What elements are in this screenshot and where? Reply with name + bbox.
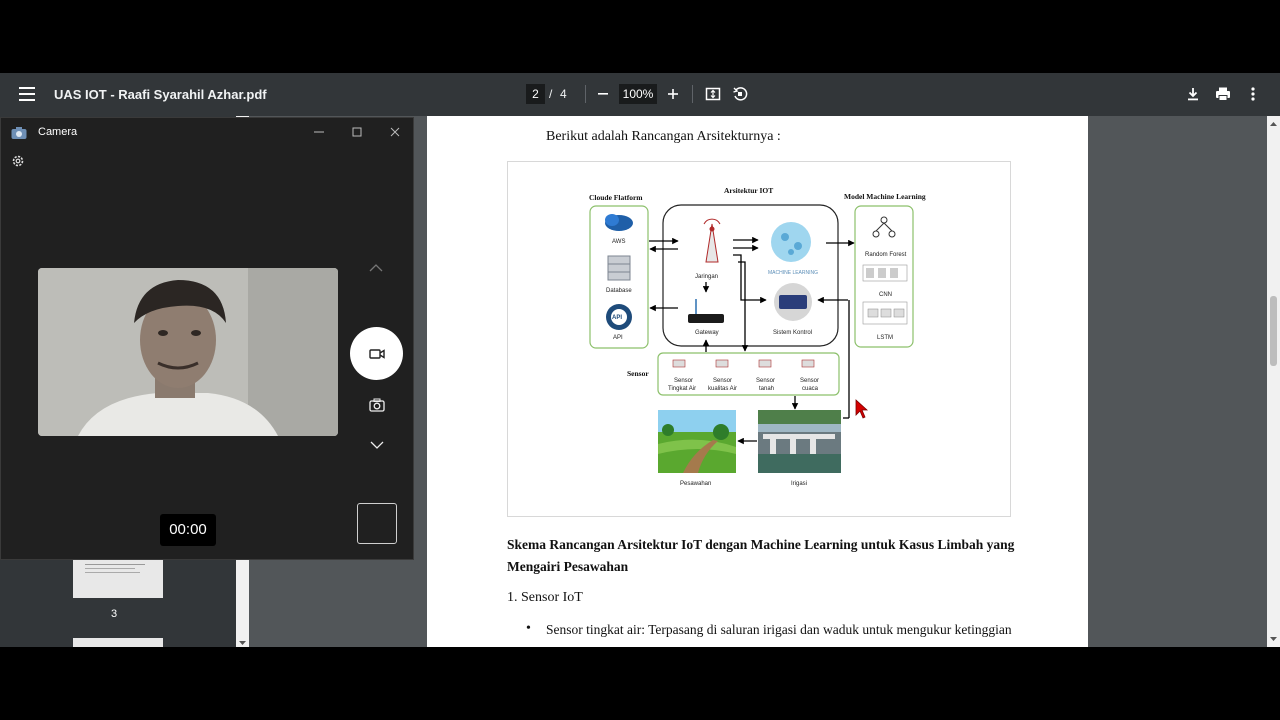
- diagram-svg: [508, 162, 1012, 518]
- toolbar-divider: [692, 85, 693, 103]
- tower-icon: [704, 219, 720, 262]
- mode-down-button[interactable]: [370, 436, 384, 454]
- sensor-3-line-2: tanah: [759, 386, 775, 392]
- print-button[interactable]: [1212, 83, 1234, 105]
- plus-icon: [667, 88, 679, 100]
- machine-learning-label: MACHINE LEARNING: [768, 270, 819, 276]
- thumbnail-preview: [73, 556, 163, 598]
- camera-window: [0, 117, 414, 560]
- sistem-kontrol-label: Sistem Kontrol: [773, 330, 813, 336]
- sensor-1-line-1: Sensor: [674, 378, 694, 384]
- aws-label: AWS: [612, 239, 626, 245]
- fit-page-button[interactable]: [702, 83, 724, 105]
- lstm-label: LSTM: [877, 335, 894, 341]
- iot-title: Arsitektur IOT: [724, 186, 774, 195]
- cnn-label: CNN: [879, 292, 892, 298]
- ml-title: Model Machine Learning: [844, 192, 926, 201]
- chevron-down-icon: [370, 441, 384, 449]
- maximize-icon: [352, 127, 362, 137]
- cnn-icon: [863, 265, 907, 281]
- thumbnail-label: 3: [111, 608, 118, 620]
- last-capture-thumbnail[interactable]: [357, 503, 397, 544]
- maximize-button[interactable]: [349, 124, 365, 140]
- scrollbar-thumb[interactable]: [1270, 296, 1277, 366]
- webcam-person-image: [38, 268, 338, 436]
- page-number-input[interactable]: 2: [526, 84, 545, 104]
- bullet-item: [527, 622, 1012, 638]
- download-button[interactable]: [1182, 83, 1204, 105]
- more-options-button[interactable]: [1242, 83, 1264, 105]
- database-label: Database: [606, 288, 632, 294]
- ml-globe-icon: [771, 222, 811, 262]
- camera-icon: [369, 398, 385, 412]
- rotate-button[interactable]: [729, 83, 751, 105]
- sensor-2-line-2: kualitas Air: [708, 386, 738, 392]
- cloud-title: Cloude Flatform: [589, 193, 643, 202]
- api-label: API: [613, 335, 623, 341]
- total-pages: 4: [560, 87, 567, 101]
- file-title: UAS IOT - Raafi Syarahil Azhar.pdf: [54, 87, 267, 102]
- figure-caption: Skema Rancangan Arsitektur IoT dengan Machine Learning untuk Kasus Limbah yang Mengairi Pesawahan: [507, 537, 1015, 574]
- camera-preview: [38, 268, 338, 436]
- pdf-toolbar: [0, 73, 1280, 116]
- camera-title: Camera: [38, 126, 78, 138]
- bullet-text: Sensor tingkat air: Terpasang di saluran irigasi dan waduk untuk mengukur ketinggian: [546, 622, 1012, 637]
- sensor-icons: [673, 360, 814, 367]
- minimize-button[interactable]: [311, 124, 327, 140]
- photo-mode-button[interactable]: [369, 398, 385, 417]
- lstm-icon: [863, 302, 907, 324]
- api-badge: API: [612, 315, 623, 321]
- control-system-icon: [774, 283, 812, 321]
- sensor-2-line-1: Sensor: [713, 378, 733, 384]
- intro-text: Berikut adalah Rancangan Arsitekturnya :: [546, 129, 781, 144]
- recording-timer: 00:00: [160, 514, 216, 546]
- minimize-icon: [314, 127, 324, 137]
- irrigation-image: [758, 410, 841, 473]
- section-heading: 1. Sensor IoT: [507, 590, 583, 605]
- mode-up-button[interactable]: [369, 259, 383, 277]
- main-scrollbar[interactable]: [1267, 116, 1280, 647]
- zoom-input[interactable]: 100%: [619, 84, 657, 104]
- mouse-cursor-icon: [855, 399, 869, 419]
- random-forest-label: Random Forest: [865, 252, 907, 258]
- close-button[interactable]: [387, 124, 403, 140]
- zoom-in-button[interactable]: [662, 83, 684, 105]
- camera-app-icon: [11, 126, 27, 140]
- print-icon: [1215, 86, 1231, 102]
- database-icon: [608, 256, 630, 280]
- download-icon: [1186, 87, 1200, 101]
- gear-icon: [11, 154, 25, 168]
- gateway-label: Gateway: [695, 330, 719, 336]
- jaringan-label: Jaringan: [695, 274, 719, 280]
- pdf-page: [427, 116, 1088, 647]
- zoom-out-button[interactable]: [592, 83, 614, 105]
- minus-icon: [597, 88, 609, 100]
- settings-button[interactable]: [11, 154, 25, 173]
- rotate-icon: [732, 86, 748, 102]
- architecture-diagram: [507, 161, 1011, 517]
- video-mode-button[interactable]: [350, 327, 403, 380]
- chevron-up-icon: [369, 264, 383, 272]
- sensor-label: Sensor: [627, 369, 649, 378]
- sensor-1-line-2: Tingkat Air: [668, 386, 697, 392]
- close-icon: [390, 127, 400, 137]
- scroll-arrows: [1267, 116, 1280, 647]
- sensor-3-line-1: Sensor: [756, 378, 776, 384]
- menu-icon[interactable]: [19, 87, 35, 101]
- page-thumbnail-4[interactable]: [73, 638, 163, 647]
- sensor-4-line-1: Sensor: [800, 378, 820, 384]
- irigasi-label: Irigasi: [791, 481, 808, 487]
- fit-page-icon: [705, 86, 721, 102]
- more-vertical-icon: [1250, 86, 1256, 102]
- page-separator: /: [549, 87, 553, 101]
- aws-cloud-icon: [605, 214, 633, 231]
- rice-field-image: [658, 410, 736, 473]
- sensor-4-line-2: cuaca: [802, 386, 819, 392]
- video-camera-icon: [369, 348, 385, 360]
- page-thumbnail-3[interactable]: [73, 556, 163, 598]
- random-forest-icon: [873, 217, 895, 237]
- router-icon: [688, 299, 724, 323]
- pesawahan-label: Pesawahan: [680, 481, 712, 487]
- toolbar-divider: [585, 85, 586, 103]
